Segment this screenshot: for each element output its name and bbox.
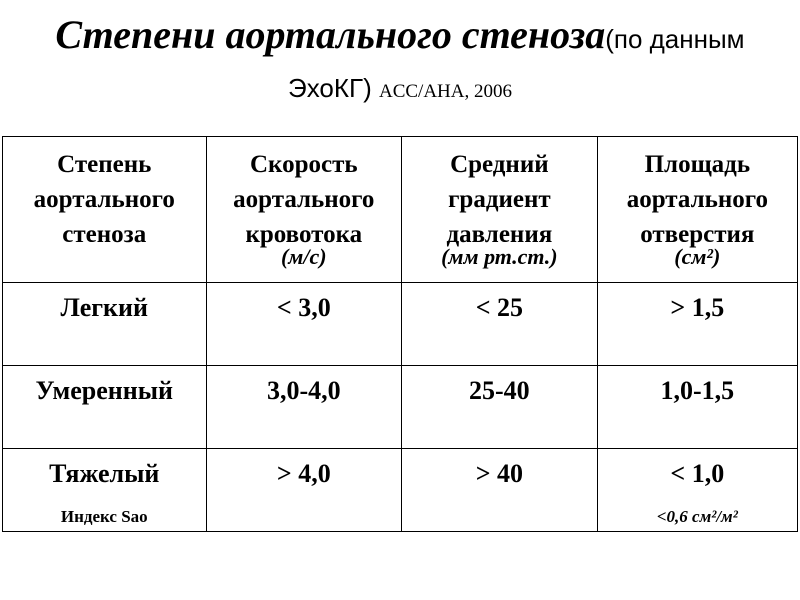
table-row xyxy=(3,449,798,532)
header-velocity-unit: (м/с) xyxy=(280,244,327,269)
title-line-2 xyxy=(0,71,800,109)
header-area-unit: (см²) xyxy=(674,244,721,269)
cell-area: > 1,5 xyxy=(597,283,797,366)
header-velocity-label: Скорость аортального кровотока xyxy=(233,151,375,248)
cell-area xyxy=(597,449,797,532)
header-gradient xyxy=(402,137,598,283)
table-row xyxy=(3,283,798,366)
header-grade-label: Степень аортального стеноза xyxy=(33,151,175,248)
header-gradient-label: Средний градиент давления xyxy=(446,151,553,248)
cell-gradient: 25-40 xyxy=(402,366,598,449)
cell-velocity: > 4,0 xyxy=(206,449,402,532)
cell-area: 1,0-1,5 xyxy=(597,366,797,449)
title-line2-text: ЭхоКГ) xyxy=(288,73,372,103)
cell-area-text: < 1,0 xyxy=(670,459,725,488)
cell-grade xyxy=(3,449,207,532)
cell-grade: Легкий xyxy=(3,283,207,366)
table-row xyxy=(3,366,798,449)
grade-note: Индекс Sao xyxy=(60,507,148,526)
stenosis-grades-table xyxy=(2,136,798,532)
header-row xyxy=(3,137,798,283)
header-velocity xyxy=(206,137,402,283)
cell-grade: Умеренный xyxy=(3,366,207,449)
area-note: <0,6 см²/м² xyxy=(656,507,738,526)
header-area xyxy=(597,137,797,283)
header-gradient-unit: (мм рт.ст.) xyxy=(441,244,558,269)
slide-title xyxy=(0,8,800,109)
cell-grade-text: Тяжелый xyxy=(49,459,160,488)
cell-velocity: 3,0-4,0 xyxy=(206,366,402,449)
cell-gradient: > 40 xyxy=(402,449,598,532)
cell-velocity: < 3,0 xyxy=(206,283,402,366)
header-grade xyxy=(3,137,207,283)
title-suffix: (по данным xyxy=(605,24,745,54)
title-main: Степени аортального стеноза xyxy=(55,12,606,57)
title-line-1 xyxy=(0,8,800,71)
title-source: ACC/AHA, 2006 xyxy=(378,81,512,102)
header-area-label: Площадь аортального отверстия xyxy=(626,151,768,248)
cell-gradient: < 25 xyxy=(402,283,598,366)
